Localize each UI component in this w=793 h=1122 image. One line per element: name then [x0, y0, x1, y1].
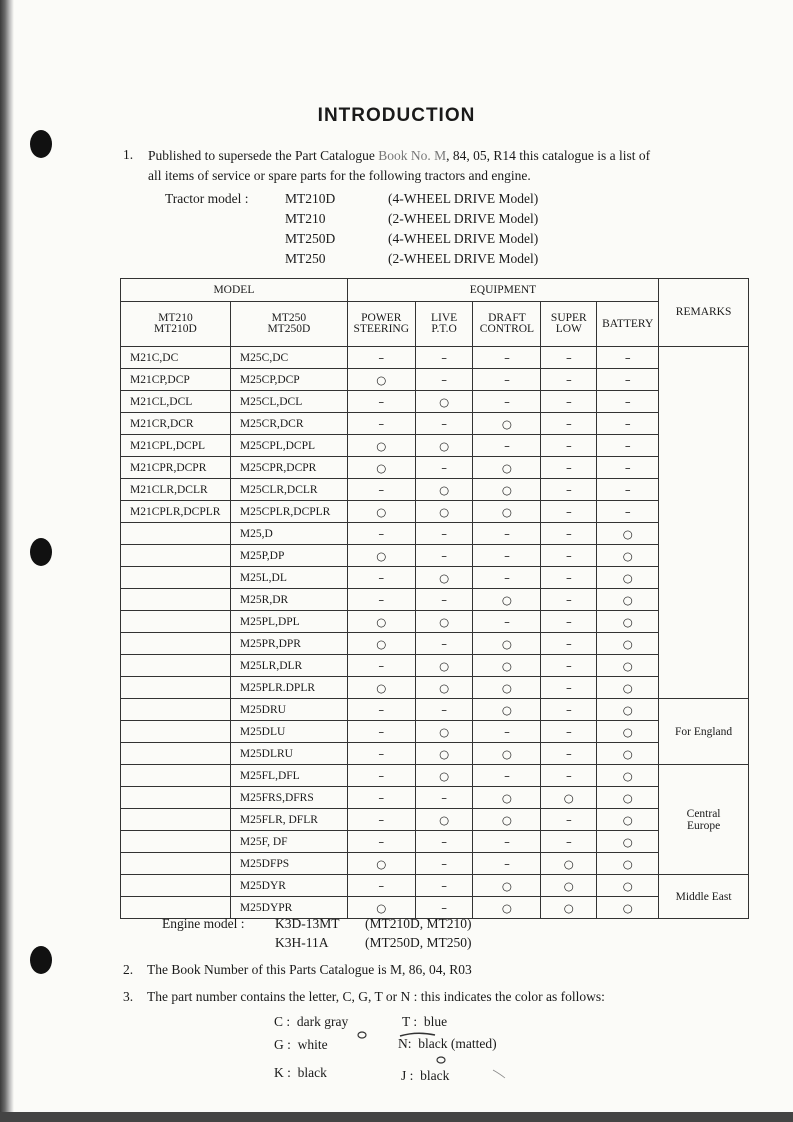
- bottom-rule: [0, 1112, 793, 1122]
- power-steering-cell: –: [347, 655, 415, 677]
- battery-cell: ○: [597, 787, 659, 809]
- live-pto-cell: ○: [415, 765, 473, 787]
- power-steering-cell: –: [347, 413, 415, 435]
- power-steering-cell: –: [347, 765, 415, 787]
- super-low-cell: –: [541, 435, 597, 457]
- mt210-model-cell: [121, 853, 231, 875]
- table-row: [121, 875, 749, 897]
- power-steering-cell: ○: [347, 633, 415, 655]
- table-row: [121, 435, 749, 457]
- mt210-model-cell: [121, 721, 231, 743]
- super-low-cell: –: [541, 809, 597, 831]
- battery-cell: ○: [597, 611, 659, 633]
- power-steering-cell: ○: [347, 611, 415, 633]
- table-row: [121, 457, 749, 479]
- item-number: 2.: [123, 962, 134, 977]
- draft-control-cell: ○: [473, 787, 541, 809]
- super-low-cell: ○: [541, 787, 597, 809]
- battery-cell: ○: [597, 545, 659, 567]
- mt250-model-cell: M25FLR, DFLR: [230, 809, 347, 831]
- equipment-group-header: EQUIPMENT: [347, 279, 658, 302]
- color-code: N: black (matted): [398, 1036, 497, 1051]
- draft-control-cell: ○: [473, 677, 541, 699]
- table-row: [121, 545, 749, 567]
- draft-control-cell: ○: [473, 413, 541, 435]
- power-steering-cell: –: [347, 809, 415, 831]
- power-steering-cell: ○: [347, 369, 415, 391]
- table-row: [121, 655, 749, 677]
- battery-cell: ○: [597, 677, 659, 699]
- live-pto-cell: ○: [415, 501, 473, 523]
- engine-model-apps: (MT250D, MT250): [365, 935, 472, 950]
- live-pto-cell: ○: [415, 567, 473, 589]
- live-pto-cell: –: [415, 589, 473, 611]
- mt210-model-cell: M21CPR,DCPR: [121, 457, 231, 479]
- super-low-header: SUPER LOW: [541, 302, 597, 347]
- super-low-cell: –: [541, 391, 597, 413]
- super-low-cell: –: [541, 479, 597, 501]
- draft-control-cell: –: [473, 391, 541, 413]
- draft-control-cell: –: [473, 545, 541, 567]
- table-row: [121, 699, 749, 721]
- draft-control-cell: ○: [473, 897, 541, 919]
- live-pto-cell: ○: [415, 721, 473, 743]
- item-3-text: The part number contains the letter, C, G, T or N : this indicates the color as follows:: [147, 989, 605, 1004]
- binding-edge: [0, 0, 14, 1122]
- item-1-line-2: all items of service or spare parts for the following tractors and engine.: [148, 168, 531, 183]
- super-low-cell: –: [541, 413, 597, 435]
- power-steering-cell: ○: [347, 853, 415, 875]
- book-number-ref: Book No. M: [378, 148, 447, 163]
- super-low-cell: –: [541, 347, 597, 369]
- mt250-model-cell: M25R,DR: [230, 589, 347, 611]
- table-row: [121, 391, 749, 413]
- mt250-model-cell: M25FL,DFL: [230, 765, 347, 787]
- punch-hole: [30, 538, 52, 566]
- live-pto-header: LIVE P.T.O: [415, 302, 473, 347]
- tractor-model-desc: (4-WHEEL DRIVE Model): [388, 191, 539, 206]
- color-code: K : black: [274, 1065, 327, 1080]
- draft-control-cell: –: [473, 765, 541, 787]
- table-row: [121, 809, 749, 831]
- power-steering-cell: –: [347, 787, 415, 809]
- mt210-model-cell: [121, 699, 231, 721]
- draft-control-cell: –: [473, 435, 541, 457]
- mt250-model-cell: M25DYR: [230, 875, 347, 897]
- super-low-cell: –: [541, 567, 597, 589]
- power-steering-header: POWER STEERING: [347, 302, 415, 347]
- tractor-model-desc: (2-WHEEL DRIVE Model): [388, 211, 539, 226]
- tractor-model-label: Tractor model :: [165, 191, 249, 206]
- super-low-cell: ○: [541, 897, 597, 919]
- mt210-model-cell: [121, 809, 231, 831]
- mt250-model-cell: M25FRS,DFRS: [230, 787, 347, 809]
- battery-cell: ○: [597, 897, 659, 919]
- draft-control-cell: ○: [473, 457, 541, 479]
- mt250-model-cell: M25DYPR: [230, 897, 347, 919]
- draft-control-cell: ○: [473, 809, 541, 831]
- draft-control-cell: ○: [473, 479, 541, 501]
- power-steering-cell: –: [347, 699, 415, 721]
- punch-hole: [30, 946, 52, 974]
- engine-model: K3D-13MT: [275, 916, 340, 931]
- live-pto-cell: –: [415, 875, 473, 897]
- live-pto-cell: –: [415, 853, 473, 875]
- draft-control-cell: –: [473, 831, 541, 853]
- engine-model: K3H-11A: [275, 935, 329, 950]
- draft-control-cell: ○: [473, 589, 541, 611]
- color-code: G : white: [274, 1037, 328, 1052]
- live-pto-cell: –: [415, 413, 473, 435]
- table-row: [121, 831, 749, 853]
- live-pto-cell: –: [415, 347, 473, 369]
- model-group-header: MODEL: [121, 279, 348, 302]
- battery-cell: ○: [597, 589, 659, 611]
- super-low-cell: –: [541, 677, 597, 699]
- mt210-model-cell: [121, 743, 231, 765]
- draft-control-cell: ○: [473, 655, 541, 677]
- table-row: [121, 523, 749, 545]
- mt250-model-cell: M25F, DF: [230, 831, 347, 853]
- power-steering-cell: ○: [347, 435, 415, 457]
- super-low-cell: –: [541, 545, 597, 567]
- super-low-cell: –: [541, 369, 597, 391]
- equipment-table: [120, 278, 749, 919]
- super-low-cell: ○: [541, 875, 597, 897]
- mt250-model-cell: M25DFPS: [230, 853, 347, 875]
- tractor-model: MT250: [285, 251, 326, 266]
- super-low-cell: –: [541, 589, 597, 611]
- table-row: [121, 721, 749, 743]
- item-2-text: The Book Number of this Parts Catalogue is M, 86, 04, R03: [147, 962, 472, 977]
- table-row: [121, 369, 749, 391]
- mt250-model-cell: M25DLU: [230, 721, 347, 743]
- item-number: 3.: [123, 989, 134, 1004]
- battery-cell: ○: [597, 765, 659, 787]
- power-steering-cell: ○: [347, 457, 415, 479]
- battery-cell: ○: [597, 875, 659, 897]
- live-pto-cell: –: [415, 831, 473, 853]
- live-pto-cell: ○: [415, 677, 473, 699]
- power-steering-cell: –: [347, 523, 415, 545]
- mt210-model-cell: [121, 589, 231, 611]
- table-row: [121, 479, 749, 501]
- mt250-model-cell: M25CR,DCR: [230, 413, 347, 435]
- draft-control-cell: –: [473, 721, 541, 743]
- mt250-model-cell: M25CP,DCP: [230, 369, 347, 391]
- mt210-model-cell: M21C,DC: [121, 347, 231, 369]
- super-low-cell: ○: [541, 853, 597, 875]
- live-pto-cell: –: [415, 545, 473, 567]
- mt250-model-cell: M25CPL,DCPL: [230, 435, 347, 457]
- color-code: J : black: [401, 1068, 450, 1083]
- table-row: [121, 567, 749, 589]
- battery-cell: ○: [597, 831, 659, 853]
- draft-control-cell: –: [473, 523, 541, 545]
- super-low-cell: –: [541, 831, 597, 853]
- live-pto-cell: ○: [415, 479, 473, 501]
- super-low-cell: –: [541, 721, 597, 743]
- mt210-model-cell: M21CPL,DCPL: [121, 435, 231, 457]
- live-pto-cell: ○: [415, 809, 473, 831]
- table-row: [121, 633, 749, 655]
- mt250-model-cell: M25CL,DCL: [230, 391, 347, 413]
- mt210-model-cell: M21CLR,DCLR: [121, 479, 231, 501]
- remarks-cell: For England: [659, 699, 749, 765]
- mt250-model-cell: M25CPR,DCPR: [230, 457, 347, 479]
- mt210-model-cell: [121, 633, 231, 655]
- battery-cell: –: [597, 435, 659, 457]
- battery-cell: ○: [597, 809, 659, 831]
- draft-control-cell: –: [473, 611, 541, 633]
- mt210-model-cell: [121, 523, 231, 545]
- mt250-model-cell: M25LR,DLR: [230, 655, 347, 677]
- super-low-cell: –: [541, 611, 597, 633]
- battery-header: BATTERY: [597, 302, 659, 347]
- battery-cell: ○: [597, 655, 659, 677]
- mt250-model-cell: M25DRU: [230, 699, 347, 721]
- remarks-cell: Middle East: [659, 875, 749, 919]
- power-steering-cell: –: [347, 347, 415, 369]
- mt250-model-cell: M25DLRU: [230, 743, 347, 765]
- color-code: C : dark gray: [274, 1014, 349, 1029]
- draft-control-cell: –: [473, 853, 541, 875]
- mt210-model-cell: M21CL,DCL: [121, 391, 231, 413]
- power-steering-cell: ○: [347, 545, 415, 567]
- item-1-line-1: Published to supersede the Part Catalogue Book No. M, 84, 05, R14 this catalogue is a list of: [148, 148, 651, 163]
- battery-cell: ○: [597, 567, 659, 589]
- tractor-model: MT250D: [285, 231, 336, 246]
- live-pto-cell: –: [415, 699, 473, 721]
- power-steering-cell: –: [347, 875, 415, 897]
- mt210-column-header: MT210 MT210D: [121, 302, 231, 347]
- battery-cell: –: [597, 413, 659, 435]
- power-steering-cell: ○: [347, 501, 415, 523]
- engine-model-label: Engine model :: [162, 916, 245, 931]
- mt210-model-cell: [121, 875, 231, 897]
- power-steering-cell: ○: [347, 897, 415, 919]
- table-row: [121, 853, 749, 875]
- live-pto-cell: ○: [415, 391, 473, 413]
- table-row: [121, 589, 749, 611]
- battery-cell: ○: [597, 633, 659, 655]
- super-low-cell: –: [541, 523, 597, 545]
- mt250-model-cell: M25CLR,DCLR: [230, 479, 347, 501]
- battery-cell: –: [597, 501, 659, 523]
- super-low-cell: –: [541, 501, 597, 523]
- draft-control-cell: ○: [473, 501, 541, 523]
- battery-cell: ○: [597, 721, 659, 743]
- draft-control-cell: ○: [473, 743, 541, 765]
- mt250-model-cell: M25PLR.DPLR: [230, 677, 347, 699]
- draft-control-header: DRAFT CONTROL: [473, 302, 541, 347]
- remarks-cell: [659, 347, 749, 699]
- live-pto-cell: –: [415, 787, 473, 809]
- power-steering-cell: –: [347, 479, 415, 501]
- battery-cell: ○: [597, 743, 659, 765]
- mt210-model-cell: [121, 545, 231, 567]
- mt210-model-cell: [121, 567, 231, 589]
- live-pto-cell: –: [415, 369, 473, 391]
- tractor-model: MT210: [285, 211, 326, 226]
- super-low-cell: –: [541, 743, 597, 765]
- draft-control-cell: ○: [473, 875, 541, 897]
- live-pto-cell: ○: [415, 743, 473, 765]
- draft-control-cell: –: [473, 369, 541, 391]
- table-row: [121, 743, 749, 765]
- tractor-model: MT210D: [285, 191, 336, 206]
- mt210-model-cell: M21CPLR,DCPLR: [121, 501, 231, 523]
- mt210-model-cell: [121, 677, 231, 699]
- power-steering-cell: –: [347, 831, 415, 853]
- live-pto-cell: ○: [415, 435, 473, 457]
- battery-cell: –: [597, 479, 659, 501]
- draft-control-cell: –: [473, 347, 541, 369]
- table-row: [121, 413, 749, 435]
- power-steering-cell: –: [347, 743, 415, 765]
- mt250-model-cell: M25P,DP: [230, 545, 347, 567]
- table-row: [121, 501, 749, 523]
- battery-cell: ○: [597, 523, 659, 545]
- draft-control-cell: –: [473, 567, 541, 589]
- live-pto-cell: –: [415, 897, 473, 919]
- mt210-model-cell: [121, 831, 231, 853]
- power-steering-cell: –: [347, 721, 415, 743]
- battery-cell: –: [597, 391, 659, 413]
- mt250-model-cell: M25PR,DPR: [230, 633, 347, 655]
- draft-control-cell: ○: [473, 699, 541, 721]
- power-steering-cell: –: [347, 391, 415, 413]
- battery-cell: –: [597, 369, 659, 391]
- punch-hole: [30, 130, 52, 158]
- mt210-model-cell: [121, 787, 231, 809]
- table-row: [121, 347, 749, 369]
- remarks-header: REMARKS: [659, 279, 749, 347]
- table-row: [121, 677, 749, 699]
- engine-model-apps: (MT210D, MT210): [365, 916, 472, 931]
- mt250-model-cell: M25C,DC: [230, 347, 347, 369]
- mt210-model-cell: M21CP,DCP: [121, 369, 231, 391]
- power-steering-cell: –: [347, 589, 415, 611]
- mt250-model-cell: M25L,DL: [230, 567, 347, 589]
- super-low-cell: –: [541, 457, 597, 479]
- power-steering-cell: –: [347, 567, 415, 589]
- mt250-model-cell: M25,D: [230, 523, 347, 545]
- super-low-cell: –: [541, 655, 597, 677]
- draft-control-cell: ○: [473, 633, 541, 655]
- color-code: T : blue: [402, 1014, 448, 1029]
- mt210-model-cell: M21CR,DCR: [121, 413, 231, 435]
- page-title: INTRODUCTION: [317, 105, 476, 126]
- mt250-model-cell: M25PL,DPL: [230, 611, 347, 633]
- mt210-model-cell: [121, 655, 231, 677]
- battery-cell: ○: [597, 853, 659, 875]
- live-pto-cell: –: [415, 633, 473, 655]
- mt210-model-cell: [121, 611, 231, 633]
- battery-cell: –: [597, 457, 659, 479]
- live-pto-cell: ○: [415, 655, 473, 677]
- mt250-model-cell: M25CPLR,DCPLR: [230, 501, 347, 523]
- table-row: [121, 787, 749, 809]
- live-pto-cell: –: [415, 457, 473, 479]
- super-low-cell: –: [541, 699, 597, 721]
- live-pto-cell: –: [415, 523, 473, 545]
- remarks-cell: Central Europe: [659, 765, 749, 875]
- live-pto-cell: ○: [415, 611, 473, 633]
- super-low-cell: –: [541, 765, 597, 787]
- power-steering-cell: ○: [347, 677, 415, 699]
- table-row: [121, 611, 749, 633]
- pen-marks: [355, 1030, 535, 1090]
- mt250-column-header: MT250 MT250D: [230, 302, 347, 347]
- tractor-model-desc: (4-WHEEL DRIVE Model): [388, 231, 539, 246]
- table-row: [121, 765, 749, 787]
- battery-cell: ○: [597, 699, 659, 721]
- battery-cell: –: [597, 347, 659, 369]
- tractor-model-desc: (2-WHEEL DRIVE Model): [388, 251, 539, 266]
- super-low-cell: –: [541, 633, 597, 655]
- item-number: 1.: [123, 147, 134, 162]
- mt210-model-cell: [121, 765, 231, 787]
